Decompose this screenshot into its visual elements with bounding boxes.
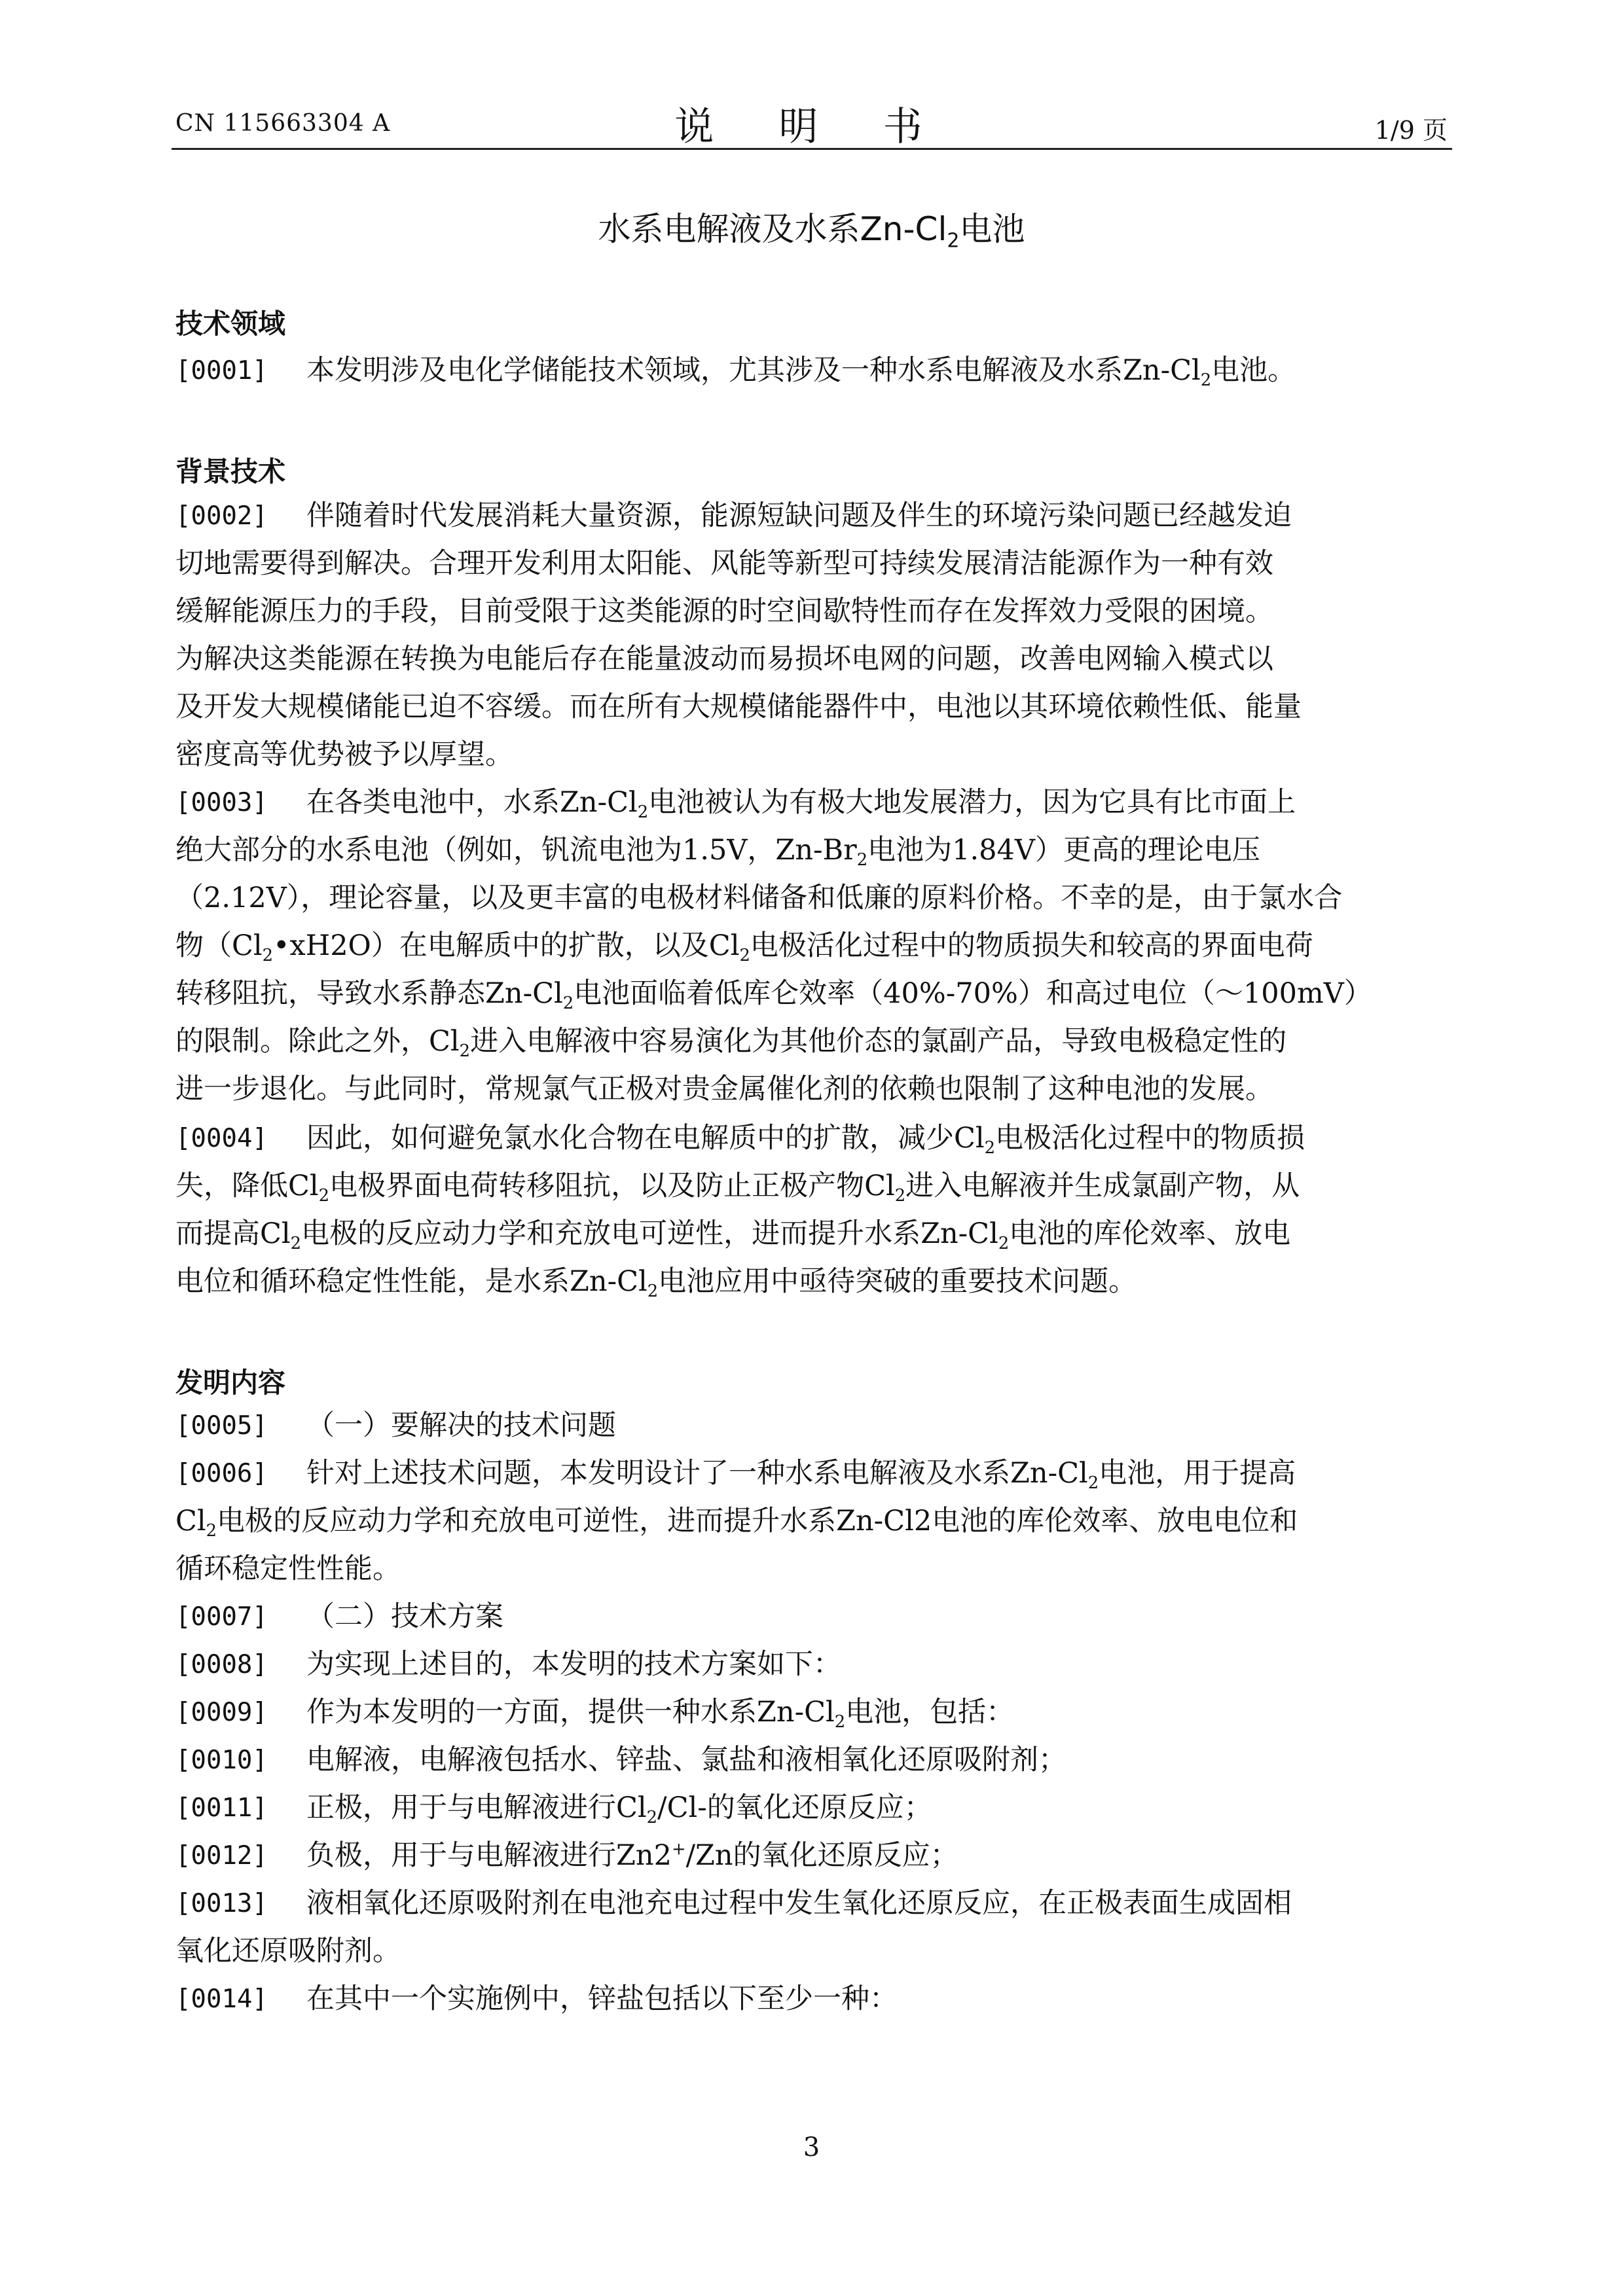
subscript: 2 — [646, 1808, 658, 1828]
paragraph-number: [0013] — [175, 1889, 268, 1918]
text-line — [175, 970, 1448, 1018]
text-line: 切地需要得到解决。合理开发利用太阳能、风能等新型可持续发展清洁能源作为一种有效 — [175, 547, 1273, 580]
text-line — [175, 1258, 1448, 1306]
text-run: Cl — [175, 1505, 206, 1537]
subscript: 2 — [739, 946, 750, 966]
paragraph-number: [0006] — [175, 1459, 268, 1488]
text-run: 作为本发明的一方面，提供一种水系Zn-Cl — [306, 1696, 835, 1729]
page-number: 3 — [803, 2132, 820, 2162]
text-run: 进入电解液并生成氯副产物，从 — [905, 1170, 1300, 1202]
paragraph-number: [0003] — [175, 788, 268, 817]
text-line: 密度高等优势被予以厚望。 — [175, 738, 513, 771]
text-run: 电池应用中亟待突破的重要技术问题。 — [658, 1265, 1137, 1298]
paragraph-number: [0005] — [175, 1411, 268, 1441]
text-line: 在其中一个实施例中，锌盐包括以下至少一种： — [306, 1982, 898, 2015]
text-run: 电极活化过程中的物质损 — [995, 1122, 1305, 1155]
subscript: 2 — [856, 850, 868, 870]
text-line — [306, 779, 1448, 827]
paragraph-0011 — [175, 1784, 1448, 1832]
section-heading-invention: 发明内容 — [175, 1367, 286, 1399]
text-run: 电极活化过程中的物质损失和较高的界面电荷 — [750, 929, 1313, 962]
text-line — [175, 827, 1448, 874]
text-run: 电极的反应动力学和充放电可逆性，进而提升水系Zn-Cl2电池的库伦效率、放电电位和 — [217, 1505, 1298, 1537]
text-line — [306, 347, 1448, 395]
document-title — [0, 203, 1623, 253]
paragraph-0001 — [175, 347, 1448, 395]
subscript: 2 — [262, 946, 274, 966]
paragraph-number: [0008] — [175, 1650, 268, 1679]
subscript: 2 — [894, 1186, 906, 1206]
paragraph-number: [0004] — [175, 1124, 268, 1153]
text-run: 本发明涉及电化学储能技术领域，尤其涉及一种水系电解液及水系Zn-Cl — [306, 354, 1201, 387]
subscript: 2 — [459, 1041, 471, 1062]
text-line — [175, 1210, 1448, 1258]
subscript: 2 — [1087, 1473, 1099, 1494]
text-run: 电池。 — [1211, 354, 1296, 387]
text-run: 物（Cl — [175, 929, 263, 962]
text-run: /Cl-的氧化还原反应； — [657, 1791, 932, 1824]
patent-number: CN 115663304 A — [175, 110, 391, 137]
subscript: 2 — [206, 1521, 217, 1541]
subscript: 2 — [647, 1282, 659, 1302]
superscript: + — [671, 1839, 686, 1859]
subscript: 2 — [637, 802, 649, 823]
header-divider — [172, 148, 1452, 150]
paragraph-0004 — [175, 1115, 1448, 1306]
text-line — [306, 1115, 1448, 1162]
text-line: 液相氧化还原吸附剂在电池充电过程中发生氧化还原反应，在正极表面生成固相 — [306, 1887, 1292, 1920]
text-line — [175, 922, 1448, 970]
text-line: （二）技术方案 — [306, 1600, 503, 1633]
text-run: 绝大部分的水系电池（例如，钒流电池为1.5V，Zn-Br — [175, 834, 857, 867]
paragraph-0014 — [175, 1975, 1448, 2023]
text-run: 的限制。除此之外，Cl — [175, 1025, 460, 1058]
paragraph-number: [0002] — [175, 501, 268, 531]
text-run: 针对上述技术问题，本发明设计了一种水系电解液及水系Zn-Cl — [306, 1457, 1088, 1490]
text-line: （一）要解决的技术问题 — [306, 1409, 616, 1442]
text-run: 电池，用于提高 — [1099, 1457, 1296, 1490]
subscript: 2 — [318, 1186, 330, 1206]
text-line: 进一步退化。与此同时，常规氯气正极对贵金属催化剂的依赖也限制了这种电池的发展。 — [175, 1073, 1273, 1105]
subscript: 2 — [290, 1234, 302, 1254]
text-line — [175, 1162, 1448, 1210]
text-run: 进入电解液中容易演化为其他价态的氯副产品，导致电极稳定性的 — [470, 1025, 1287, 1058]
paragraph-0002 — [175, 492, 1448, 779]
paragraph-number: [0014] — [175, 1984, 268, 2014]
text-run: 电位和循环稳定性性能，是水系Zn-Cl — [175, 1265, 647, 1298]
subscript: 2 — [1200, 370, 1212, 391]
text-line — [175, 1498, 1448, 1545]
paragraph-0007 — [175, 1593, 1448, 1641]
title-subscript: 2 — [947, 229, 960, 253]
paragraph-0005 — [175, 1402, 1448, 1450]
text-line: 循环稳定性性能。 — [175, 1552, 401, 1585]
subscript: 2 — [834, 1712, 846, 1732]
text-line — [306, 1784, 1448, 1832]
text-run: 正极，用于与电解液进行Cl — [306, 1791, 647, 1824]
text-run: 负极，用于与电解液进行Zn2 — [306, 1839, 672, 1872]
subscript: 2 — [562, 994, 574, 1014]
paragraph-number: [0007] — [175, 1602, 268, 1632]
paragraph-0012 — [175, 1832, 1448, 1880]
title-text: 水系电解液及水系Zn-Cl — [598, 210, 947, 248]
text-run: 电极的反应动力学和充放电可逆性，进而提升水系Zn-Cl — [301, 1217, 998, 1250]
text-line: 氧化还原吸附剂。 — [175, 1935, 401, 1967]
text-line — [306, 1832, 1448, 1880]
paragraph-0008 — [175, 1641, 1448, 1689]
paragraph-0003 — [175, 779, 1448, 1113]
paragraph-0009 — [175, 1689, 1448, 1736]
subscript: 2 — [984, 1138, 996, 1158]
text-run: 电池为1.84V）更高的理论电压 — [867, 834, 1260, 867]
text-run: 而提高Cl — [175, 1217, 291, 1250]
text-line: （2.12V），理论容量，以及更丰富的电极材料储备和低廉的原料价格。不幸的是，由于氯水合 — [175, 882, 1343, 914]
text-run: /Zn的氧化还原反应； — [685, 1839, 958, 1872]
page-indicator: 1/9 页 — [1374, 116, 1448, 145]
text-run: 电极界面电荷转移阻抗，以及防止正极产物Cl — [329, 1170, 895, 1202]
text-run: 转移阻抗，导致水系静态Zn-Cl — [175, 977, 563, 1010]
text-line: 电解液，电解液包括水、锌盐、氯盐和液相氧化还原吸附剂； — [306, 1744, 1067, 1776]
text-run: 因此，如何避免氯水化合物在电解质中的扩散，减少Cl — [306, 1122, 985, 1155]
text-line: 伴随着时代发展消耗大量资源，能源短缺问题及伴生的环境污染问题已经越发迫 — [306, 499, 1292, 532]
text-run: 电池面临着低库仑效率（40%-70%）和高过电位（～100mV） — [574, 977, 1372, 1010]
text-line — [175, 1018, 1448, 1066]
subscript: 2 — [998, 1234, 1010, 1254]
title-text-end: 电池 — [959, 210, 1025, 248]
text-run: 失，降低Cl — [175, 1170, 319, 1202]
text-line — [306, 1450, 1448, 1498]
text-run: 在各类电池中，水系Zn-Cl — [306, 786, 638, 819]
section-heading-tech-field: 技术领域 — [175, 308, 286, 340]
text-run: 电池，包括： — [845, 1696, 1015, 1729]
text-run: •xH2O）在电解质中的扩散，以及Cl — [273, 929, 740, 962]
paragraph-0006 — [175, 1450, 1448, 1593]
text-run: 电池被认为有极大地发展潜力，因为它具有比市面上 — [648, 786, 1296, 819]
document-type-heading: 说 明 书 — [674, 104, 949, 150]
paragraph-0010 — [175, 1736, 1448, 1784]
text-run: 电池的库伦效率、放电 — [1009, 1217, 1291, 1250]
paragraph-0013 — [175, 1880, 1448, 1975]
section-heading-background: 背景技术 — [175, 456, 286, 488]
paragraph-number: [0011] — [175, 1793, 268, 1823]
paragraph-number: [0012] — [175, 1841, 268, 1871]
paragraph-number: [0010] — [175, 1746, 268, 1775]
paragraph-number: [0001] — [175, 356, 268, 386]
text-line: 为解决这类能源在转换为电能后存在能量波动而易损坏电网的问题，改善电网输入模式以 — [175, 643, 1273, 675]
text-line — [306, 1689, 1448, 1736]
paragraph-number: [0009] — [175, 1698, 268, 1727]
text-line: 缓解能源压力的手段，目前受限于这类能源的时空间歇特性而存在发挥效力受限的困境。 — [175, 595, 1273, 628]
text-line: 及开发大规模储能已迫不容缓。而在所有大规模储能器件中，电池以其环境依赖性低、能量 — [175, 691, 1302, 723]
text-line: 为实现上述目的，本发明的技术方案如下： — [306, 1648, 841, 1681]
